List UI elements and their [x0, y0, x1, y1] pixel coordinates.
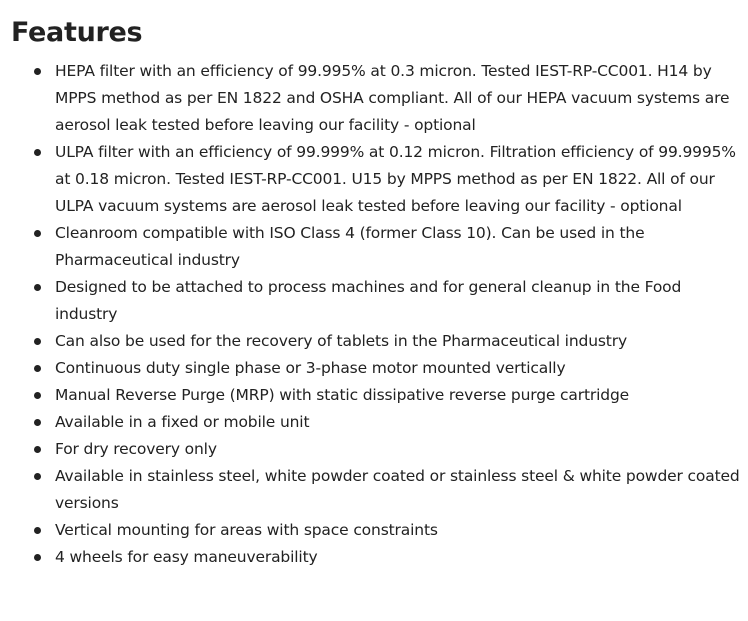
bullet-icon: [34, 446, 41, 453]
bullet-icon: [34, 527, 41, 534]
bullet-icon: [34, 419, 41, 426]
bullet-icon: [34, 554, 41, 561]
bullet-icon: [34, 338, 41, 345]
list-item: [11, 463, 746, 517]
list-item-text: Available in stainless steel, white powder coated or stainless steel & white powder coated versions: [55, 467, 740, 512]
list-item-text: Cleanroom compatible with ISO Class 4 (former Class 10). Can be used in the Pharmaceutical industry: [55, 224, 645, 269]
list-item-text: HEPA filter with an efficiency of 99.995% at 0.3 micron. Tested IEST-RP-CC001. H14 by MPPS method as per EN 1822 and OSHA compliant. All of our HEPA vacuum systems are aerosol leak tested before leaving our facility - optional: [55, 62, 730, 134]
list-item-text: Can also be used for the recovery of tablets in the Pharmaceutical industry: [55, 332, 627, 350]
bullet-icon: [34, 392, 41, 399]
list-item-text: 4 wheels for easy maneuverability: [55, 548, 318, 566]
bullet-icon: [34, 149, 41, 156]
features-section: [11, 14, 746, 571]
list-item-text: For dry recovery only: [55, 440, 217, 458]
list-item-text: ULPA filter with an efficiency of 99.999% at 0.12 micron. Filtration efficiency of 99.9995% at 0.18 micron. Tested IEST-RP-CC001. U15 by MPPS method as per EN 1822. All of our ULPA vacuum systems are aerosol leak tested before leaving our facility - optional: [55, 143, 736, 215]
list-item: [11, 220, 746, 274]
features-heading: Features: [11, 17, 143, 48]
list-item: [11, 544, 746, 571]
list-item-text: Continuous duty single phase or 3-phase motor mounted vertically: [55, 359, 566, 377]
features-list: [11, 58, 746, 571]
list-item-text: Available in a fixed or mobile unit: [55, 413, 310, 431]
list-item: [11, 436, 746, 463]
list-item: [11, 355, 746, 382]
list-item: [11, 139, 746, 220]
bullet-icon: [34, 473, 41, 480]
bullet-icon: [34, 365, 41, 372]
list-item-text: Manual Reverse Purge (MRP) with static dissipative reverse purge cartridge: [55, 386, 630, 404]
list-item: [11, 382, 746, 409]
list-item: [11, 409, 746, 436]
list-item: [11, 274, 746, 328]
bullet-icon: [34, 68, 41, 75]
bullet-icon: [34, 284, 41, 291]
bullet-icon: [34, 230, 41, 237]
list-item-text: Vertical mounting for areas with space constraints: [55, 521, 438, 539]
list-item-text: Designed to be attached to process machines and for general cleanup in the Food industry: [55, 278, 682, 323]
list-item: [11, 517, 746, 544]
list-item: [11, 58, 746, 139]
list-item: [11, 328, 746, 355]
